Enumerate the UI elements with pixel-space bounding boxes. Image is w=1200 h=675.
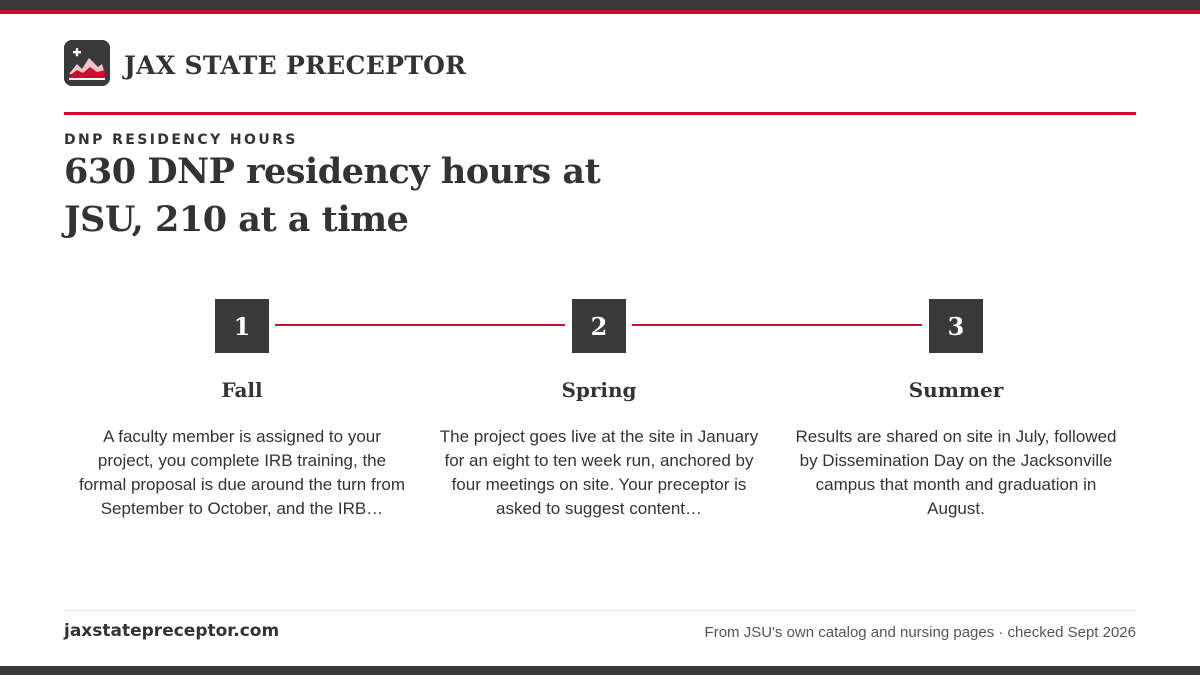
bottom-accent-bar bbox=[0, 666, 1200, 675]
brand-header bbox=[64, 40, 466, 86]
page-title: 630 DNP residency hours at JSU, 210 at a time bbox=[64, 151, 601, 240]
footer-site-link[interactable]: jaxstatepreceptor.com bbox=[64, 621, 280, 641]
step-number-badge: 2 bbox=[572, 299, 626, 353]
step-connector-1-2 bbox=[275, 324, 565, 326]
step-season-title: Summer bbox=[908, 378, 1004, 402]
step-description: Results are shared on site in July, followed by Dissemination Day on the Jacksonville campus that month and graduation in August. bbox=[795, 427, 1117, 518]
top-accent-stripe bbox=[0, 10, 1200, 14]
footer-source-note: From JSU's own catalog and nursing pages · checked Sept 2026 bbox=[704, 624, 1136, 641]
header-divider bbox=[64, 112, 1136, 115]
step-description: A faculty member is assigned to your project, you complete IRB training, the formal proposal is due around the turn from September to October, and the IRB… bbox=[78, 427, 405, 518]
step-connector-2-3 bbox=[632, 324, 922, 326]
step-season-title: Fall bbox=[221, 378, 263, 402]
brand-name: JAX STATE PRECEPTOR bbox=[124, 50, 467, 80]
mountain-cross-logo-icon bbox=[64, 40, 110, 86]
step-number-badge: 3 bbox=[929, 299, 983, 353]
footer-divider bbox=[64, 610, 1136, 611]
step-number-badge: 1 bbox=[215, 299, 269, 353]
section-eyebrow: DNP RESIDENCY HOURS bbox=[64, 132, 298, 148]
step-season-title: Spring bbox=[561, 378, 637, 402]
step-description: The project goes live at the site in January for an eight to ten week run, anchored by four meetings on site. Your preceptor is asked to suggest content… bbox=[439, 427, 759, 518]
